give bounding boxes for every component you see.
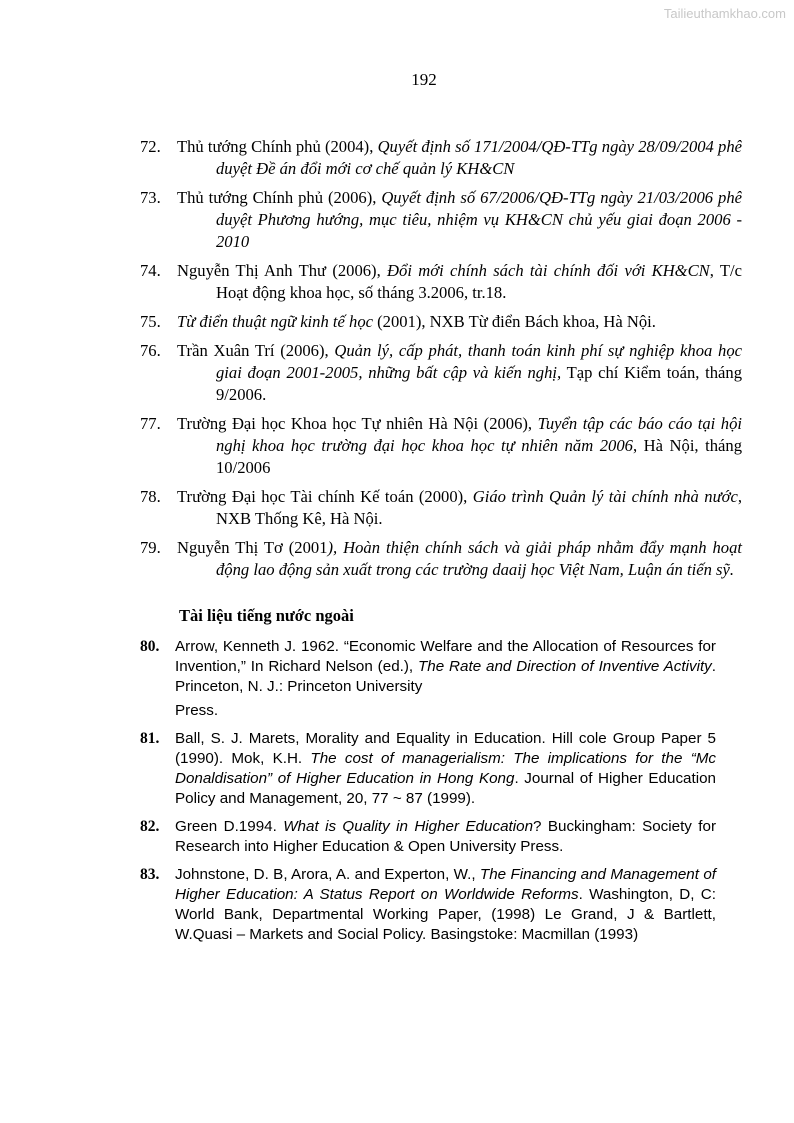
reference-item: [140, 865, 716, 945]
reference-text: [175, 866, 716, 943]
reference-segment: Johnstone, D. B, Arora, A. and Experton, W.,: [175, 866, 480, 883]
reference-title: The cost of managerialism: The implications for the “Mc Donaldisation” of Higher Education in Hong Kong: [175, 750, 716, 787]
reference-item: [140, 637, 716, 721]
reference-text: [177, 312, 656, 331]
watermark: Tailieuthamkhao.com: [663, 6, 786, 21]
reference-number: 83.: [140, 866, 160, 883]
reference-segment: Trường Đại học Khoa học Tự nhiên Hà Nội (2006),: [177, 414, 538, 433]
reference-text: [177, 341, 742, 404]
reference-segment: . Journal of Higher Education Policy and Management, 20, 77 ~ 87 (1999).: [175, 770, 716, 807]
reference-title: Tuyển tập các báo cáo tại hội nghị khoa học trường đại học khoa học tự nhiên năm 2006: [216, 414, 742, 455]
reference-title: Từ điển thuật ngữ kinh tế học: [177, 312, 373, 331]
reference-title: What is Quality in Higher Education: [283, 818, 534, 835]
reference-segment: , Hà Nội, tháng 10/2006: [216, 436, 742, 477]
reference-text: [177, 188, 742, 251]
reference-segment: Thủ tướng Chính phủ (2004),: [177, 137, 378, 156]
reference-segment: , T/c Hoạt động khoa học, số tháng 3.2006, tr.18.: [216, 261, 742, 302]
reference-text: [175, 638, 716, 695]
reference-title: ), Hoàn thiện chính sách và giải pháp nhằm đẩy mạnh hoạt động lao động sản xuất trong các trường daaij học Việt Nam, Luận án tiến sỹ.: [216, 538, 742, 579]
reference-title: Quản lý, cấp phát, thanh toán kinh phí sự nghiệp khoa học giai đoạn 2001-2005, những bất cập và kiến nghị,: [216, 341, 742, 382]
reference-title: Quyết định số 171/2004/QĐ-TTg ngày 28/09/2004 phê duyệt Đề án đổi mới cơ chế quản lý KH&CN: [216, 137, 743, 178]
page-number: 192: [411, 70, 437, 89]
reference-segment: . Princeton, N. J.: Princeton University: [175, 658, 716, 695]
reference-number: 74.: [140, 261, 161, 280]
reference-segment: ? Buckingham: Society for Research into Higher Education & Open University Press.: [175, 818, 717, 855]
reference-segment: , NXB Thống Kê, Hà Nội.: [216, 487, 742, 528]
reference-number: 73.: [140, 188, 161, 207]
reference-text: [177, 414, 742, 477]
reference-segment: . Washington, D, C: World Bank, Departmental Working Paper, (1998) Le Grand, J & Bartlett, W.Quasi – Markets and Social Policy. Basingstoke: Macmillan (1993): [175, 886, 716, 943]
reference-title: The Financing and Management of Higher Education: A Status Report on Worldwide Reforms: [175, 866, 716, 903]
reference-number: 81.: [140, 730, 160, 747]
reference-segment: Trần Xuân Trí (2006),: [177, 341, 335, 360]
reference-number: 76.: [140, 341, 161, 360]
reference-number: 75.: [140, 312, 161, 331]
section-heading-foreign-references: Tài liệu tiếng nước ngoài: [179, 606, 354, 625]
reference-text: [175, 730, 716, 807]
reference-text: [177, 538, 742, 579]
reference-title: The Rate and Direction of Inventive Activity: [418, 658, 712, 675]
reference-segment: Thủ tướng Chính phủ (2006),: [177, 188, 382, 207]
reference-number: 77.: [140, 414, 161, 433]
reference-item: [140, 413, 742, 479]
reference-item: [140, 260, 742, 304]
reference-item: [140, 340, 742, 406]
reference-item: [140, 729, 716, 809]
reference-title: Giáo trình Quản lý tài chính nhà nước: [472, 487, 738, 506]
reference-number: 79.: [140, 538, 161, 557]
reference-segment: Nguyễn Thị Anh Thư (2006),: [177, 261, 388, 280]
reference-text: [175, 818, 716, 855]
reference-segment: Arrow, Kenneth J. 1962. “Economic Welfare and the Allocation of Resources for Invention,” In Richard Nelson (ed.),: [175, 638, 716, 675]
reference-item: [140, 136, 742, 180]
reference-text: [177, 261, 742, 302]
reference-last-line: Press.: [175, 702, 219, 719]
reference-segment: Tạp chí Kiểm toán, tháng 9/2006.: [216, 363, 742, 404]
vietnamese-reference-list: [140, 136, 742, 588]
reference-title: Đổi mới chính sách tài chính đối với KH&CN: [387, 261, 710, 280]
reference-text: [177, 487, 742, 528]
reference-text: [177, 137, 742, 178]
reference-item: [140, 486, 742, 530]
reference-item: [140, 537, 742, 581]
reference-segment: Green D.1994.: [175, 818, 284, 835]
reference-segment: (2001), NXB Từ điển Bách khoa, Hà Nội.: [373, 312, 656, 331]
reference-item: [140, 187, 742, 253]
reference-title: Quyết định số 67/2006/QĐ-TTg ngày 21/03/2006 phê duyệt Phương hướng, mục tiêu, nhiệm vụ KH&CN chủ yếu giai đoạn 2006 - 2010: [216, 188, 742, 251]
reference-number: 82.: [140, 818, 160, 835]
reference-segment: Trường Đại học Tài chính Kế toán (2000),: [177, 487, 473, 506]
reference-number: 72.: [140, 137, 161, 156]
reference-segment: Nguyễn Thị Tơ (2001: [177, 538, 328, 557]
reference-item: [140, 817, 716, 857]
reference-number: 78.: [140, 487, 161, 506]
reference-item: [140, 311, 742, 333]
foreign-reference-list: [140, 637, 716, 953]
reference-segment: Ball, S. J. Marets, Morality and Equality in Education. Hill cole Group Paper 5 (1990). Mok, K.H.: [175, 730, 716, 767]
reference-number: 80.: [140, 638, 160, 655]
